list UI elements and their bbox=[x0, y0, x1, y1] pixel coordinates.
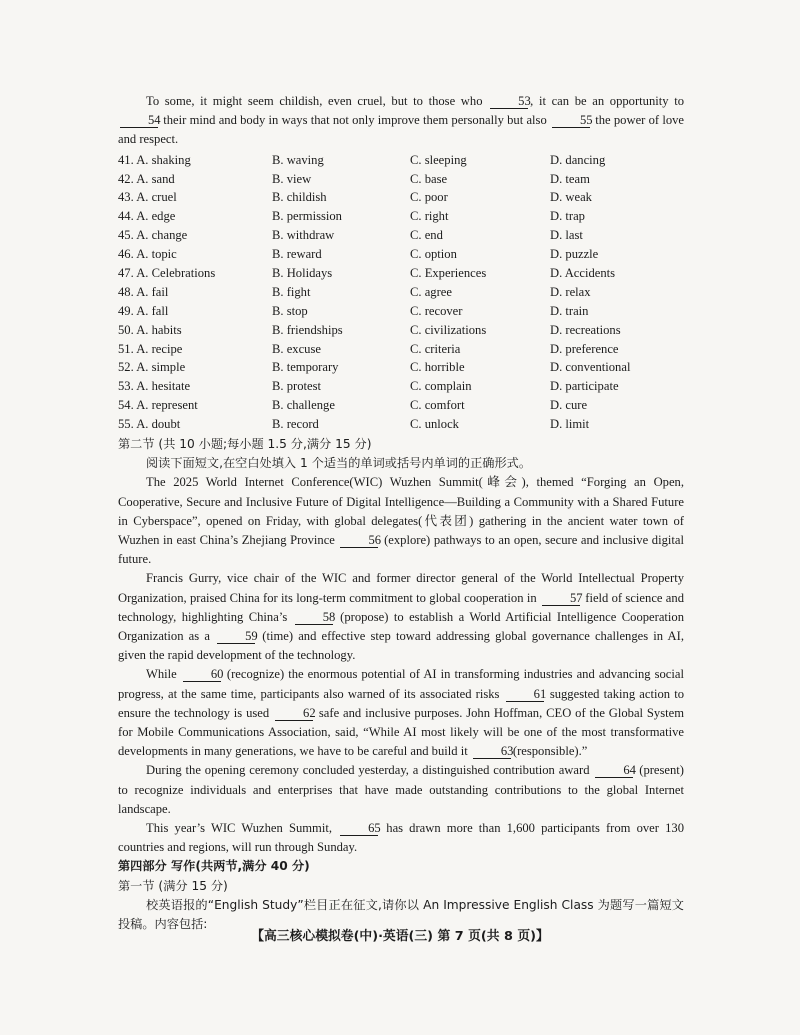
option-d: D. participate bbox=[550, 379, 619, 394]
blank-59: 59 bbox=[217, 630, 255, 644]
option-c: C. end bbox=[410, 228, 443, 243]
part-4-heading: 第四部分 写作(共两节,满分 40 分) bbox=[118, 859, 310, 874]
option-row bbox=[118, 358, 684, 377]
option-row bbox=[118, 302, 684, 321]
blank-53: 53 bbox=[490, 95, 528, 109]
option-row bbox=[118, 226, 684, 245]
text: (present) to recognize individuals and enterprises that have made outstanding contributions to the global Internet landscape. bbox=[118, 763, 685, 816]
option-row bbox=[118, 283, 684, 302]
section-2-instruction: 阅读下面短文,在空白处填入 1 个适当的单词或括号内单词的正确形式。 bbox=[146, 456, 532, 471]
option-a: 45. A. change bbox=[118, 228, 188, 243]
option-c: C. comfort bbox=[410, 398, 465, 413]
option-a: 46. A. topic bbox=[118, 247, 177, 262]
blank-58: 58 bbox=[295, 611, 333, 625]
page-content bbox=[118, 92, 684, 934]
option-c: C. base bbox=[410, 171, 448, 186]
blank-56: 56 bbox=[340, 534, 378, 548]
option-a: 54. A. represent bbox=[118, 398, 198, 413]
option-b: B. record bbox=[272, 417, 319, 432]
text: their mind and body in ways that not only improve them personally but also bbox=[163, 113, 547, 128]
blank-64: 64 bbox=[595, 764, 633, 778]
blank-63: 63 bbox=[473, 745, 511, 759]
option-d: D. relax bbox=[550, 284, 591, 299]
text: During the opening ceremony concluded yesterday, a distinguished contribution award bbox=[146, 763, 590, 778]
option-row bbox=[118, 264, 684, 283]
option-b: B. permission bbox=[272, 209, 342, 224]
passage-paragraph-5 bbox=[118, 819, 684, 857]
option-b: B. withdraw bbox=[272, 228, 335, 243]
text: (propose) to establish a World Artificial Intelligence Cooperation Organization as a bbox=[118, 609, 685, 643]
page-footer: 【高三核心模拟卷(中)·英语(三) 第 7 页(共 8 页)】 bbox=[251, 929, 549, 944]
option-b: B. waving bbox=[272, 152, 324, 167]
text: safe and inclusive purposes. John Hoffman, CEO of the Global System for Mobile Communications Association, said, “While AI most likely will be one of the most transformative developments in many generations, we have to be careful and build it bbox=[118, 705, 684, 759]
option-a: 44. A. edge bbox=[118, 209, 176, 224]
option-b: B. Holidays bbox=[272, 265, 333, 280]
blank-61: 61 bbox=[506, 688, 544, 702]
option-d: D. Accidents bbox=[550, 265, 616, 280]
option-c: C. right bbox=[410, 209, 449, 224]
option-a: 43. A. cruel bbox=[118, 190, 177, 205]
writing-prompt: 校英语报的“English Study”栏目正在征文,请你以 An Impressive English Class 为题写一篇短文投稿。内容包括: bbox=[118, 897, 684, 932]
passage-paragraph-4 bbox=[118, 761, 684, 819]
option-c: C. criteria bbox=[410, 341, 461, 356]
blank-60: 60 bbox=[183, 668, 221, 682]
option-d: D. conventional bbox=[550, 360, 631, 375]
part-4-section-1: 第一节 (满分 15 分) bbox=[118, 878, 228, 893]
option-b: B. excuse bbox=[272, 341, 321, 356]
option-a: 48. A. fail bbox=[118, 284, 169, 299]
option-d: D. preference bbox=[550, 341, 619, 356]
section-2-heading: 第二节 (共 10 小题;每小题 1.5 分,满分 15 分) bbox=[118, 436, 372, 451]
text: (responsible).” bbox=[512, 744, 588, 759]
option-d: D. puzzle bbox=[550, 247, 599, 262]
option-c: C. sleeping bbox=[410, 152, 467, 167]
option-c: C. recover bbox=[410, 303, 463, 318]
option-d: D. limit bbox=[550, 417, 590, 432]
option-b: B. challenge bbox=[272, 398, 335, 413]
text: (time) and effective step toward addressing global governance challenges in AI, given the rapid development of the technology. bbox=[118, 629, 684, 663]
cloze-passage-ending bbox=[118, 92, 684, 150]
option-a: 49. A. fall bbox=[118, 303, 169, 318]
option-b: B. stop bbox=[272, 303, 308, 318]
option-row bbox=[118, 321, 684, 340]
passage-paragraph-1 bbox=[118, 473, 684, 569]
blank-54: 54 bbox=[120, 114, 158, 128]
passage-paragraph-3 bbox=[118, 665, 684, 761]
option-b: B. temporary bbox=[272, 360, 339, 375]
text: , it can be an opportunity to bbox=[530, 94, 684, 108]
option-d: D. cure bbox=[550, 398, 588, 413]
option-c: C. option bbox=[410, 247, 457, 262]
option-a: 53. A. hesitate bbox=[118, 379, 191, 394]
option-row bbox=[118, 151, 684, 170]
option-b: B. reward bbox=[272, 247, 322, 262]
option-d: D. last bbox=[550, 228, 583, 243]
option-a: 47. A. Celebrations bbox=[118, 265, 216, 280]
passage-paragraph-2 bbox=[118, 569, 684, 665]
blank-57: 57 bbox=[542, 592, 580, 606]
option-a: 50. A. habits bbox=[118, 322, 182, 337]
option-row bbox=[118, 415, 684, 434]
option-d: D. dancing bbox=[550, 152, 606, 167]
option-c: C. horrible bbox=[410, 360, 465, 375]
text: Francis Gurry, vice chair of the WIC and former director general of the World Intellectual Property Organization, praised China for its long-term commitment to global cooperation in bbox=[118, 571, 684, 605]
text: has drawn more than 1,600 participants from over 130 countries and regions, will run through Sunday. bbox=[118, 821, 684, 855]
option-row bbox=[118, 170, 684, 189]
option-c: C. civilizations bbox=[410, 322, 487, 337]
option-row bbox=[118, 396, 684, 415]
option-d: D. recreations bbox=[550, 322, 621, 337]
answer-options-list bbox=[118, 151, 684, 434]
text: the power of love and respect. bbox=[118, 113, 684, 147]
option-d: D. trap bbox=[550, 209, 585, 224]
text: (recognize) the enormous potential of AI in transforming industries and advancing social progress, at the same time, participants also warned of its associated risks bbox=[118, 667, 684, 701]
option-c: C. poor bbox=[410, 190, 448, 205]
option-d: D. team bbox=[550, 171, 590, 186]
option-row bbox=[118, 377, 684, 396]
option-a: 52. A. simple bbox=[118, 360, 186, 375]
option-d: D. train bbox=[550, 303, 589, 318]
option-c: C. complain bbox=[410, 379, 472, 394]
option-row bbox=[118, 207, 684, 226]
text: To some, it might seem childish, even cruel, but to those who bbox=[146, 94, 483, 108]
option-row bbox=[118, 188, 684, 207]
blank-62: 62 bbox=[275, 707, 313, 721]
option-a: 41. A. shaking bbox=[118, 152, 191, 167]
text: While bbox=[146, 667, 177, 682]
option-d: D. weak bbox=[550, 190, 592, 205]
option-a: 55. A. doubt bbox=[118, 417, 181, 432]
option-a: 51. A. recipe bbox=[118, 341, 183, 356]
text: (explore) pathways to an open, secure and inclusive digital future. bbox=[118, 532, 684, 567]
text: suggested taking action to ensure the technology is used bbox=[118, 686, 684, 720]
text: field of science and technology, highlighting China’s bbox=[118, 590, 684, 624]
text: The 2025 World Internet Conference(WIC) Wuzhen Summit(峰会), themed “Forging an Open, Cooperative, Secure and Inclusive Future of Digital Intelligence—Building a Community with a Shared Future in Cyberspace”, opened on Friday, with global delegates(代表团) gathering in the ancient water town of Wuzhen in east China’s Zhejiang Province bbox=[118, 475, 684, 547]
option-b: B. protest bbox=[272, 379, 321, 394]
blank-65: 65 bbox=[340, 822, 378, 836]
option-b: B. friendships bbox=[272, 322, 343, 337]
blank-55: 55 bbox=[552, 114, 590, 128]
option-a: 42. A. sand bbox=[118, 171, 175, 186]
option-c: C. agree bbox=[410, 284, 452, 299]
text: This year’s WIC Wuzhen Summit, bbox=[146, 821, 332, 836]
option-c: C. unlock bbox=[410, 417, 459, 432]
option-b: B. view bbox=[272, 171, 312, 186]
option-row bbox=[118, 245, 684, 264]
option-b: B. childish bbox=[272, 190, 327, 205]
option-c: C. Experiences bbox=[410, 265, 487, 280]
option-row bbox=[118, 340, 684, 359]
option-b: B. fight bbox=[272, 284, 311, 299]
